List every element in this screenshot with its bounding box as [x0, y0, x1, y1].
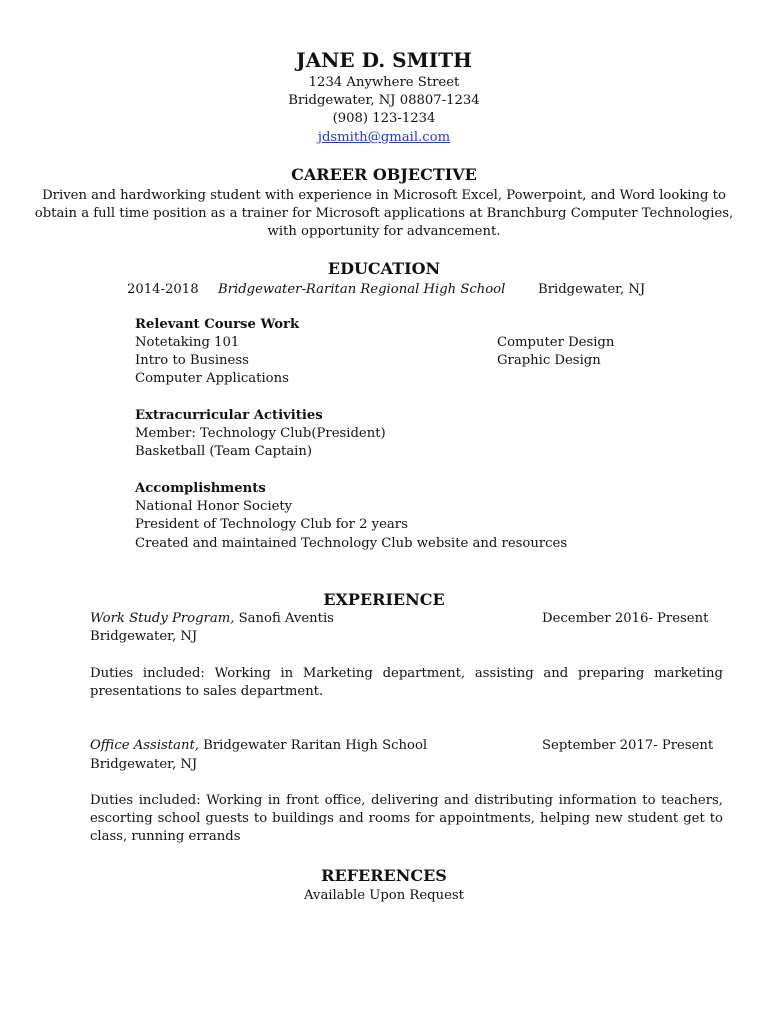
email-link[interactable]: jdsmith@gmail.com: [317, 130, 451, 145]
education-location: Bridgewater, NJ: [538, 282, 646, 297]
objective-line-1: Driven and hardworking student with experience in Microsoft Excel, Powerpoint, and Word looking to: [42, 188, 726, 203]
education-years: 2014-2018: [127, 282, 199, 297]
extracurricular-item: Basketball (Team Captain): [135, 444, 313, 459]
phone-number: (908) 123-1234: [332, 111, 436, 126]
job-title: Office Assistant,: [90, 738, 199, 753]
applicant-name: JANE D. SMITH: [296, 48, 472, 72]
job-title-row: [90, 610, 334, 628]
job-employer: Bridgewater Raritan High School: [198, 738, 428, 753]
job-dates: September 2017- Present: [542, 738, 714, 753]
job-title: Work Study Program,: [90, 611, 235, 626]
course-item: Intro to Business: [135, 353, 249, 368]
education-school: Bridgewater-Raritan Regional High School: [218, 282, 506, 297]
address-line-2: Bridgewater, NJ 08807-1234: [288, 93, 480, 108]
course-item: Computer Applications: [135, 371, 289, 386]
job-dates: December 2016- Present: [542, 611, 709, 626]
objective-line-2: obtain a full time position as a trainer for Microsoft applications at Branchburg Computer Technologies,: [34, 206, 734, 221]
education-heading: EDUCATION: [327, 259, 441, 278]
extracurricular-item: Member: Technology Club(President): [135, 426, 386, 441]
job-location: Bridgewater, NJ: [90, 629, 198, 644]
address-line-1: 1234 Anywhere Street: [308, 75, 460, 90]
job-location: Bridgewater, NJ: [90, 757, 198, 772]
accomplishment-item: Created and maintained Technology Club website and resources: [135, 536, 568, 551]
job-title-row: [90, 737, 427, 755]
references-heading: REFERENCES: [321, 866, 447, 885]
job-duties: Duties included: Working in front office, delivering and distributing information to teachers, escorting school guests to buildings and rooms for appointments, helping new student get to class, running errands: [90, 793, 723, 845]
accomplishment-item: National Honor Society: [135, 499, 293, 514]
references-text: Available Upon Request: [304, 888, 464, 903]
email-row: [0, 129, 768, 147]
accomplishments-title: Accomplishments: [135, 481, 266, 496]
coursework-title: Relevant Course Work: [135, 317, 300, 332]
experience-heading: EXPERIENCE: [323, 590, 445, 609]
accomplishment-item: President of Technology Club for 2 years: [135, 517, 408, 532]
job-duties: Duties included: Working in Marketing department, assisting and preparing marketing presentations to sales department.: [90, 666, 723, 700]
extracurricular-title: Extracurricular Activities: [135, 408, 323, 423]
job-employer: Sanofi Aventis: [234, 611, 334, 626]
objective-heading: CAREER OBJECTIVE: [291, 165, 477, 184]
objective-line-3: with opportunity for advancement.: [267, 224, 501, 239]
course-item: Graphic Design: [497, 353, 601, 368]
course-item: Notetaking 101: [135, 335, 240, 350]
course-item: Computer Design: [497, 335, 615, 350]
